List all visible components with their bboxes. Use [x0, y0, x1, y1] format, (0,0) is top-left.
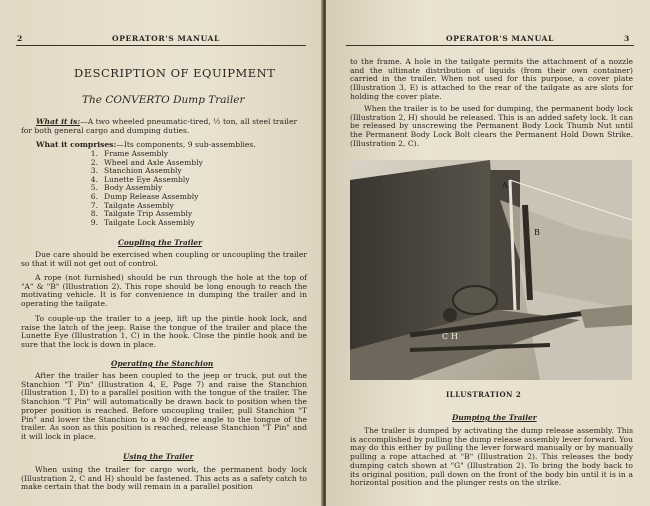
what-it-comprises-label: What it comprises:	[36, 140, 117, 149]
list-item: 8. Tailgate Trip Assembly	[90, 209, 193, 219]
list-item: 1. Frame Assembly	[90, 149, 169, 158]
photo-label-c: C	[442, 332, 449, 341]
dumping-heading: Dumping the Trailer	[452, 413, 537, 422]
list-item: 7. Tailgate Assembly	[90, 200, 174, 210]
list-item: 5. Body Assembly	[90, 183, 163, 193]
right-page-number: 3	[624, 34, 630, 43]
using-heading: Using the Trailer	[123, 452, 194, 461]
photo-label-h: H	[451, 332, 458, 341]
coupling-paragraph-1: Due care should be exercised when coupling or uncoupling the trailer so that it will not get out of control.	[21, 250, 307, 268]
list-item: 3. Stanchion Assembly	[90, 166, 182, 176]
trailer-photo-drawing	[350, 160, 632, 380]
what-it-comprises-text: —Its components, 9 sub-assemblies.	[116, 140, 256, 149]
left-page-number: 2	[17, 34, 23, 43]
page-title: DESCRIPTION OF EQUIPMENT	[74, 66, 276, 80]
stanchion-heading: Operating the Stanchion	[111, 359, 214, 368]
stanchion-paragraph: After the trailer has been coupled to the jeep or truck, put out the Stanchion "T Pin" (Illustration 4, E, Page 7) and raise the Stanchion (Illustration 1, D) to a parallel position with the tongue of the trailer. The Stanchion "T Pin" will automatically be drawn back to position when the proper position is reached. Before uncoupling trailer, pull Stanchion "T Pin" and lower the Stanchion to a 90 degree angle to the tongue of the trailer. As soon as this position is reached, release Stanchion "T Pin" and it will lock in place.	[21, 371, 307, 441]
coupling-paragraph-3: To couple-up the trailer to a jeep, lift up the pintle hook lock, and raise the latch of the jeep. Raise the tongue of the trailer and place the Lunette Eye (Illustration 1, C) in the hook. Close the pintle hook and be sure that the lock is down in place.	[21, 314, 307, 350]
page-subtitle: The CONVERTO Dump Trailer	[82, 94, 245, 106]
dump-lock-paragraph: When the trailer is to be used for dumping, the permanent body lock (Illustration 2, H) should be released. This is an added safety lock. It can be released by unscrewing the Permanent Body Lock Thumb Nut until the Permanent Body Lock Bolt clears the Permanent Hold Down Strike. (Illustration 2, C).	[350, 104, 633, 148]
photo-label-a: A	[502, 181, 508, 190]
continued-paragraph: to the frame. A hole in the tailgate permits the attachment of a nozzle and the ultimate distribution of liquids (from their own container) carried in the trailer. When not used for this purpose, a cover plate (Illustration 3, E) is attached to the rear of the tailgate as are slots for holding the cover plate.	[350, 57, 633, 101]
what-it-is-label: What it is:	[36, 117, 81, 126]
using-paragraph: When using the trailer for cargo work, the permanent body lock (Illustration 2, C and H) should be fastened. This acts as a safety catch to make certain that the body will remain in a parallel position	[21, 465, 307, 492]
right-running-head: OPERATOR'S MANUAL	[446, 34, 554, 43]
list-item: 9. Tailgate Lock Assembly	[90, 217, 195, 227]
components-list	[84, 150, 203, 227]
dumping-paragraph: The trailer is dumped by activating the dump release assembly. This is accomplished by pulling the dump release assembly lever forward. You may do this either by pulling the lever forward manually or by manually pulling a rope attached at "B" (Illustration 2). This releases the body dumping catch shown at "G" (Illustration 2). To bring the body back to its original position, pull down on the front of the body bin until it is in a horizontal position and the plunger rests on the strike.	[350, 426, 633, 488]
illustration-2-photo	[350, 160, 632, 380]
list-item: 4. Lunette Eye Assembly	[90, 174, 190, 184]
photo-label-b: B	[534, 228, 540, 237]
left-running-head: OPERATOR'S MANUAL	[112, 34, 220, 43]
list-item: 2. Wheel and Axle Assembly	[90, 157, 203, 167]
coupling-paragraph-2: A rope (not furnished) should be run through the hole at the top of "A" & "B" (Illustration 2). This rope should be long enough to reach the motivating vehicle. It is for convenience in dumping the trailer and in operating the tailgate.	[21, 273, 307, 309]
what-it-is-text: —A two wheeled pneumatic-tired, ½ ton, all steel trailer	[80, 117, 298, 126]
what-it-is-line-2: for both general cargo and dumping duties.	[21, 126, 190, 135]
left-header-rule	[16, 45, 306, 46]
coupling-heading: Coupling the Trailer	[118, 238, 202, 247]
illustration-caption: ILLUSTRATION 2	[446, 390, 522, 399]
list-item: 6. Dump Release Assembly	[90, 191, 199, 201]
right-header-rule	[346, 45, 634, 46]
